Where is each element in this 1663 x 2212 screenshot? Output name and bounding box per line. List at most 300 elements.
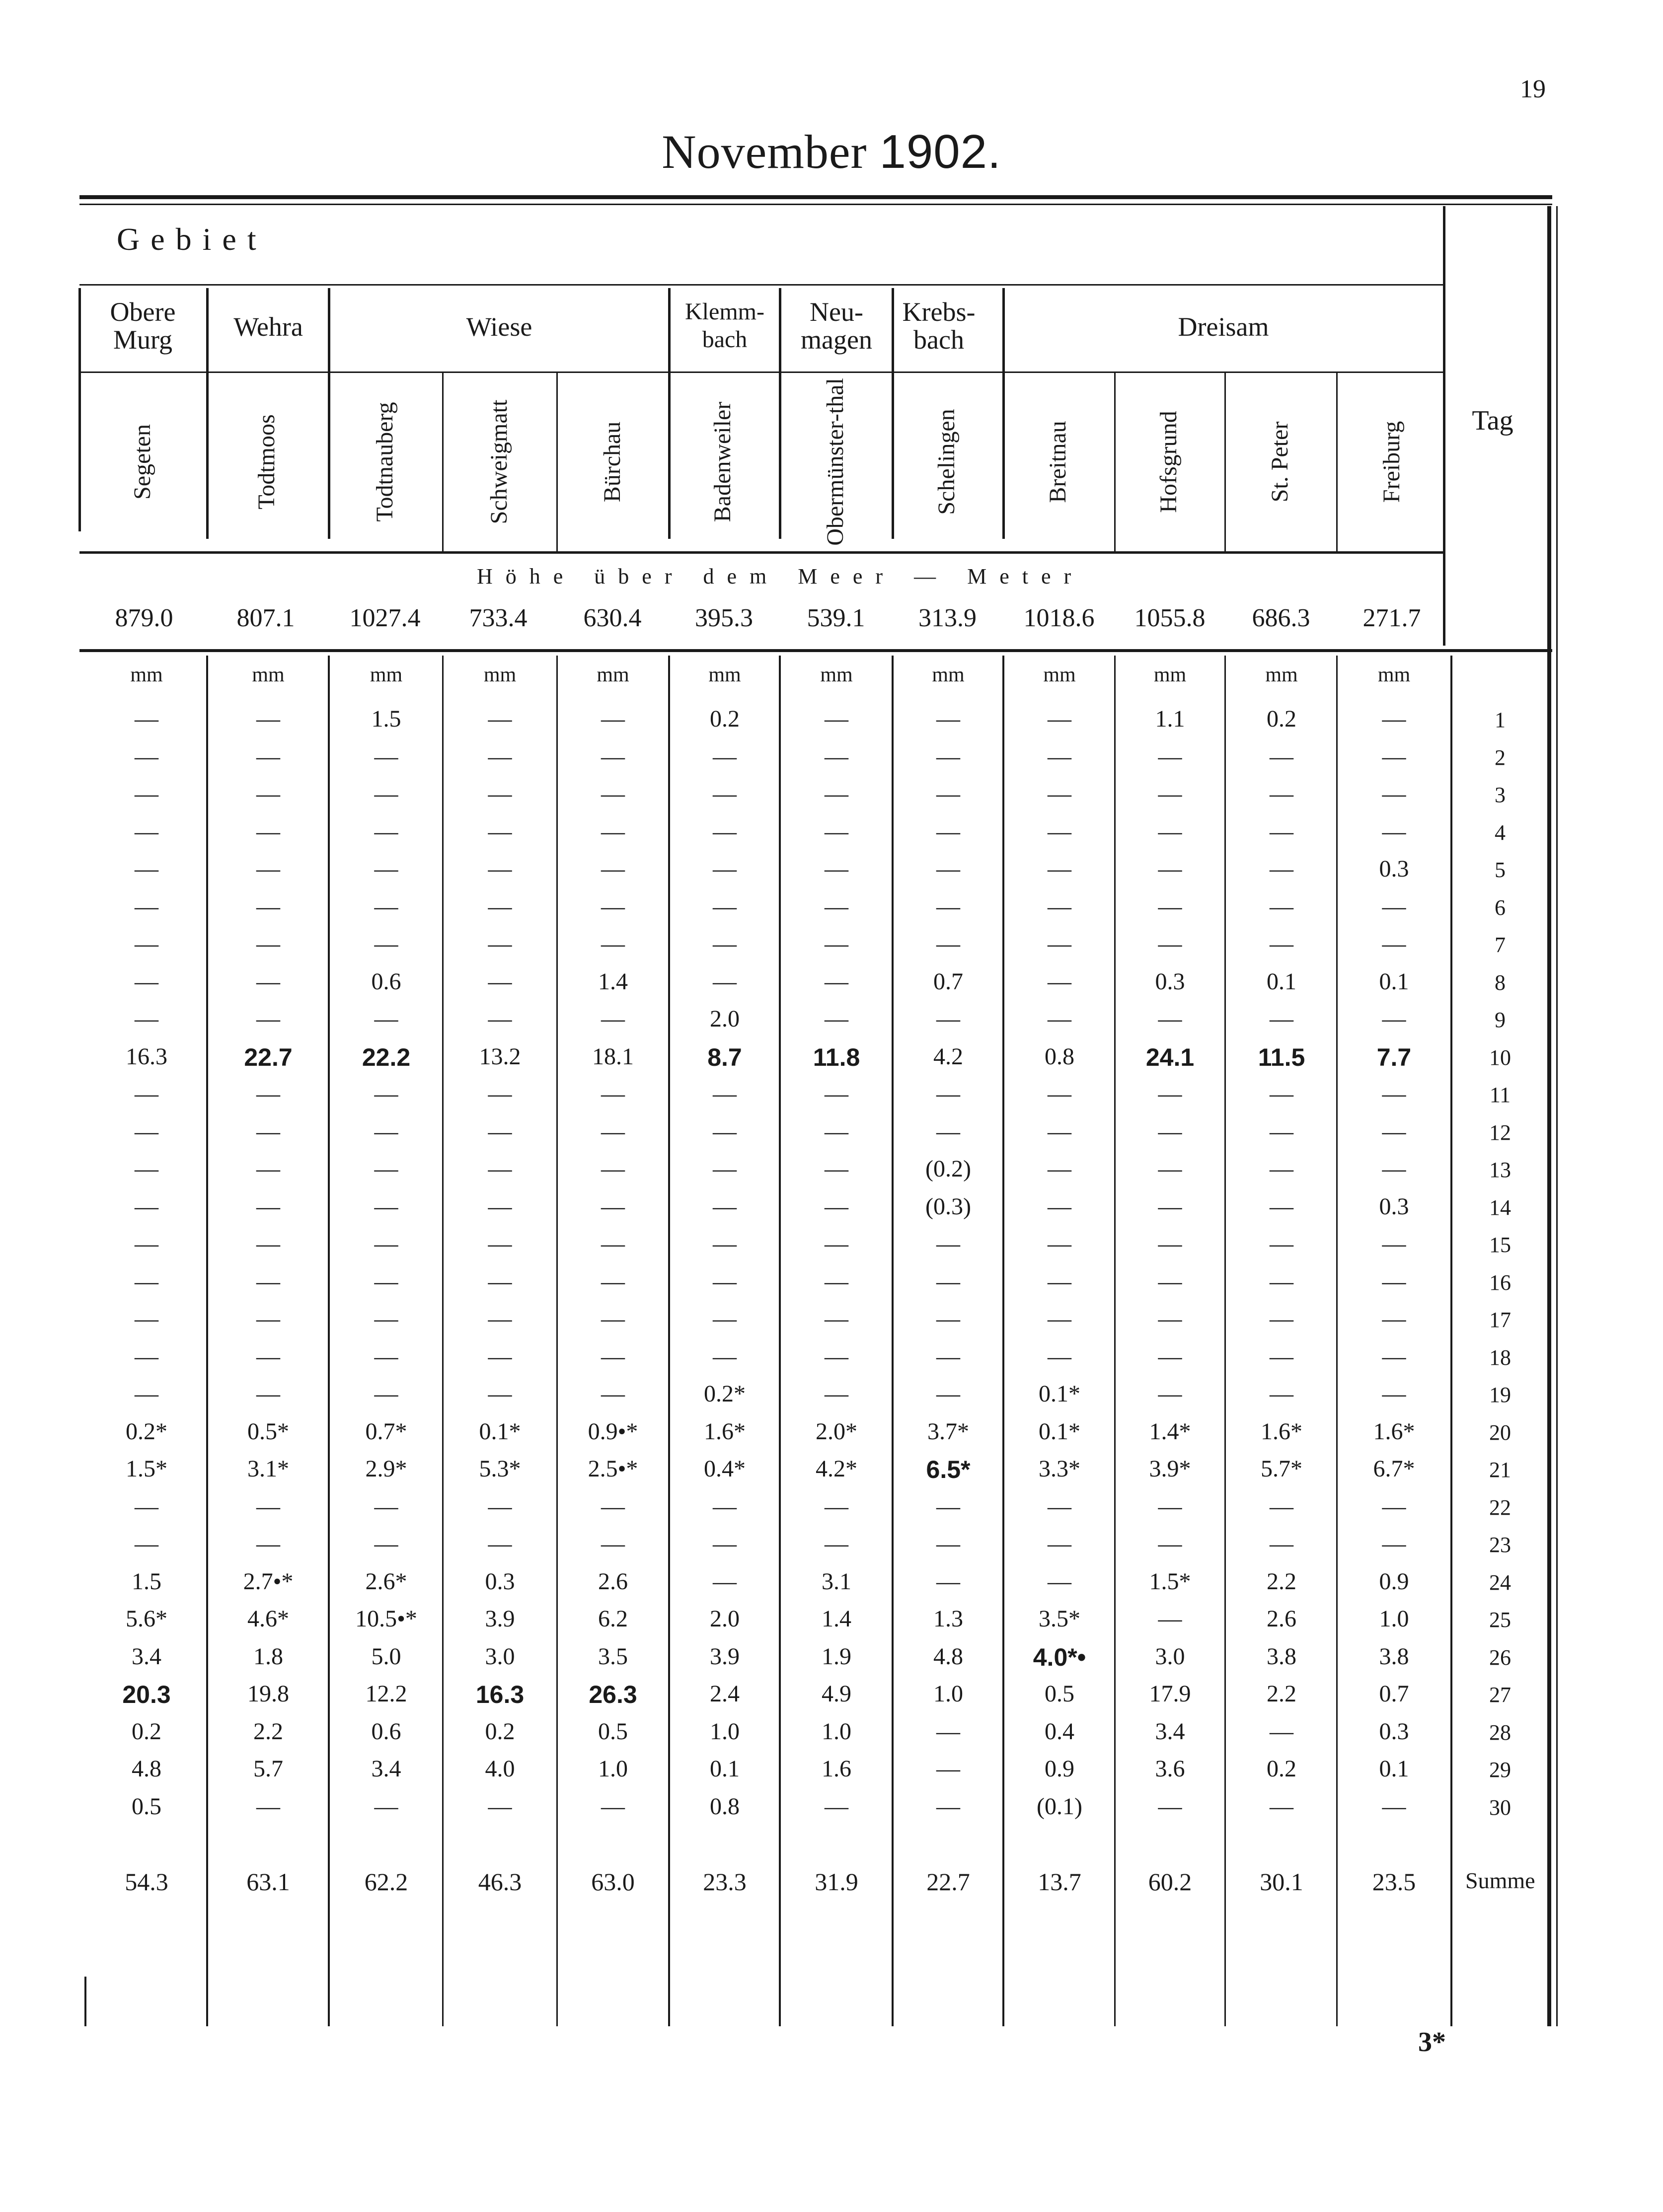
table-cell: 2.2 bbox=[1267, 1681, 1296, 1707]
table-cell: — bbox=[936, 781, 960, 807]
table-cell: — bbox=[488, 1268, 512, 1295]
table-cell: 1.5 bbox=[132, 1568, 161, 1595]
table-cell: — bbox=[135, 968, 158, 995]
header-bottom-rule bbox=[79, 551, 1443, 554]
table-cell: 7.7 bbox=[1376, 1043, 1412, 1071]
unit-label: mm bbox=[252, 664, 285, 686]
table-cell: — bbox=[1382, 1493, 1406, 1520]
elevation-value: 313.9 bbox=[918, 604, 977, 632]
table-cell: — bbox=[1382, 1006, 1406, 1032]
table-cell: — bbox=[1158, 1268, 1182, 1295]
unit-label: mm bbox=[1265, 664, 1298, 686]
table-cell: — bbox=[374, 1268, 398, 1295]
table-cell: — bbox=[713, 1568, 737, 1595]
area-obere-murg bbox=[79, 298, 206, 354]
table-cell: — bbox=[374, 1081, 398, 1107]
table-cell: — bbox=[1158, 1306, 1182, 1332]
table-cell: — bbox=[1270, 1306, 1293, 1332]
table-cell: — bbox=[713, 1531, 737, 1557]
station-badenweiler bbox=[698, 387, 748, 536]
day-number: 20 bbox=[1489, 1420, 1511, 1445]
table-cell: — bbox=[488, 706, 512, 732]
table-cell: — bbox=[825, 818, 848, 845]
day-number: 30 bbox=[1489, 1795, 1511, 1820]
table-cell: 3.7* bbox=[927, 1418, 969, 1445]
unit-label: mm bbox=[597, 664, 629, 686]
table-cell: — bbox=[256, 1381, 280, 1407]
station-label: Schelingen bbox=[933, 409, 960, 515]
table-cell: — bbox=[488, 781, 512, 807]
table-cell: — bbox=[256, 1343, 280, 1370]
station-freiburg bbox=[1367, 387, 1417, 536]
table-cell: 3.8 bbox=[1379, 1643, 1409, 1670]
table-cell: — bbox=[601, 743, 625, 770]
table-cell: — bbox=[601, 893, 625, 920]
dreisam-sub-divider bbox=[1336, 372, 1338, 551]
table-cell: — bbox=[601, 781, 625, 807]
sum-value: 23.3 bbox=[703, 1868, 747, 1896]
table-cell: — bbox=[601, 818, 625, 845]
table-cell: — bbox=[1270, 818, 1293, 845]
table-cell: 4.0*• bbox=[1033, 1643, 1086, 1671]
table-cell: 11.5 bbox=[1258, 1043, 1305, 1071]
area-rule bbox=[79, 284, 1443, 286]
table-cell: 6.5* bbox=[926, 1456, 971, 1483]
station-todtmoos bbox=[242, 387, 292, 536]
table-cell: 3.1 bbox=[822, 1568, 851, 1595]
station-label: Freiburg bbox=[1378, 421, 1405, 503]
unit-label: mm bbox=[1377, 664, 1411, 686]
table-cell: — bbox=[1158, 781, 1182, 807]
table-cell: — bbox=[936, 1343, 960, 1370]
table-cell: — bbox=[1048, 1343, 1071, 1370]
table-cell: — bbox=[1158, 893, 1182, 920]
day-number: 27 bbox=[1489, 1683, 1511, 1707]
table-cell: — bbox=[1382, 1231, 1406, 1257]
table-cell: — bbox=[488, 1118, 512, 1145]
table-cell: 0.3 bbox=[1155, 968, 1185, 995]
table-cell: — bbox=[601, 1793, 625, 1820]
table-cell: 0.8 bbox=[710, 1793, 740, 1820]
table-cell: 2.2 bbox=[253, 1718, 283, 1745]
table-cell: — bbox=[256, 1081, 280, 1107]
table-cell: — bbox=[256, 1793, 280, 1820]
sum-value: 31.9 bbox=[815, 1868, 858, 1896]
table-cell: — bbox=[1382, 1156, 1406, 1182]
sum-row-label: Summe bbox=[1465, 1868, 1535, 1893]
table-cell: 5.0 bbox=[371, 1643, 401, 1670]
station-label: St. Peter bbox=[1267, 421, 1293, 503]
table-cell: — bbox=[256, 1531, 280, 1557]
table-cell: — bbox=[825, 1156, 848, 1182]
table-cell: 3.9 bbox=[710, 1643, 740, 1670]
table-cell: — bbox=[1382, 1793, 1406, 1820]
signature-mark: 3* bbox=[1418, 2027, 1446, 2058]
table-cell: — bbox=[488, 818, 512, 845]
station-hofsgrund bbox=[1144, 387, 1194, 536]
table-cell: — bbox=[374, 818, 398, 845]
table-cell: — bbox=[256, 931, 280, 957]
station-label: Breitnau bbox=[1045, 421, 1071, 503]
table-cell: — bbox=[825, 1081, 848, 1107]
station-st-peter bbox=[1255, 387, 1305, 536]
page-title bbox=[0, 124, 1663, 179]
table-cell: — bbox=[713, 1306, 737, 1332]
table-cell: 1.3 bbox=[933, 1606, 963, 1632]
table-cell: 1.0 bbox=[598, 1756, 628, 1782]
data-column-line bbox=[1002, 656, 1004, 2026]
table-cell: 20.3 bbox=[122, 1681, 171, 1708]
table-cell: — bbox=[713, 818, 737, 845]
table-cell: — bbox=[713, 1156, 737, 1182]
table-cell: — bbox=[256, 1118, 280, 1145]
table-cell: 0.1 bbox=[710, 1756, 740, 1782]
table-cell: — bbox=[488, 1193, 512, 1220]
day-number: 7 bbox=[1495, 933, 1506, 957]
station-segeten bbox=[118, 387, 167, 536]
table-cell: 1.0 bbox=[710, 1718, 740, 1745]
table-cell: — bbox=[374, 893, 398, 920]
day-number: 16 bbox=[1489, 1270, 1511, 1295]
table-cell: — bbox=[825, 1231, 848, 1257]
table-cell: — bbox=[1048, 1493, 1071, 1520]
table-cell: 0.2 bbox=[710, 706, 740, 732]
station-breitnau bbox=[1033, 387, 1083, 536]
table-cell: — bbox=[936, 706, 960, 732]
table-cell: — bbox=[936, 856, 960, 882]
table-cell: — bbox=[1158, 1531, 1182, 1557]
table-right-border bbox=[1547, 206, 1551, 2026]
table-cell: — bbox=[936, 743, 960, 770]
table-cell: — bbox=[936, 1756, 960, 1782]
day-number: 12 bbox=[1489, 1120, 1511, 1145]
table-cell: — bbox=[1382, 1531, 1406, 1557]
table-cell: — bbox=[1048, 1081, 1071, 1107]
table-cell: — bbox=[374, 1231, 398, 1257]
table-cell: — bbox=[713, 931, 737, 957]
unit-label: mm bbox=[483, 664, 517, 686]
table-cell: 1.5* bbox=[126, 1456, 167, 1482]
dreisam-sub-divider bbox=[1224, 372, 1226, 551]
table-cell: 2.5•* bbox=[588, 1456, 638, 1482]
table-cell: — bbox=[713, 1193, 737, 1220]
table-cell: 5.7* bbox=[1261, 1456, 1302, 1482]
table-cell: — bbox=[1382, 1381, 1406, 1407]
table-cell: 1.1 bbox=[1155, 706, 1185, 732]
table-cell: 3.0 bbox=[485, 1643, 515, 1670]
day-number: 14 bbox=[1489, 1195, 1511, 1220]
table-cell: — bbox=[488, 1531, 512, 1557]
table-cell: 16.3 bbox=[126, 1043, 167, 1070]
day-number: 13 bbox=[1489, 1158, 1511, 1182]
table-cell: — bbox=[1382, 1081, 1406, 1107]
sum-value: 30.1 bbox=[1260, 1868, 1303, 1896]
table-cell: 0.7* bbox=[365, 1418, 407, 1445]
table-cell: — bbox=[713, 1343, 737, 1370]
day-number: 1 bbox=[1495, 708, 1506, 732]
table-cell: — bbox=[936, 1381, 960, 1407]
elevation-value: 807.1 bbox=[236, 604, 295, 632]
station-label: Bürchau bbox=[599, 421, 625, 503]
unit-label: mm bbox=[130, 664, 163, 686]
table-cell: 0.1* bbox=[479, 1418, 521, 1445]
day-number: 15 bbox=[1489, 1233, 1511, 1257]
data-column-line bbox=[1450, 656, 1452, 2026]
table-cell: 1.4* bbox=[1149, 1418, 1191, 1445]
table-cell: — bbox=[1382, 1306, 1406, 1332]
table-cell: — bbox=[488, 1793, 512, 1820]
data-column-line bbox=[668, 656, 670, 2026]
data-column-line bbox=[206, 656, 208, 2026]
area-line: bach bbox=[913, 325, 964, 355]
table-cell: — bbox=[601, 1531, 625, 1557]
area-line: bach bbox=[702, 326, 748, 353]
table-cell: — bbox=[135, 1118, 158, 1145]
table-cell: 19.8 bbox=[247, 1681, 289, 1707]
table-cell: — bbox=[1382, 818, 1406, 845]
table-cell: — bbox=[488, 1081, 512, 1107]
elevation-value: 539.1 bbox=[807, 604, 865, 632]
table-cell: 10.5•* bbox=[355, 1606, 417, 1632]
unit-label: mm bbox=[708, 664, 741, 686]
table-cell: 3.6 bbox=[1155, 1756, 1185, 1782]
table-cell: — bbox=[256, 743, 280, 770]
elevation-value: 395.3 bbox=[695, 604, 753, 632]
data-column-line bbox=[328, 656, 330, 2026]
table-cell: — bbox=[374, 1118, 398, 1145]
table-cell: 1.4 bbox=[598, 968, 628, 995]
table-cell: 5.7 bbox=[253, 1756, 283, 1782]
table-cell: — bbox=[256, 1156, 280, 1182]
data-column-line bbox=[779, 656, 781, 2026]
day-number: 29 bbox=[1489, 1758, 1511, 1782]
table-cell: — bbox=[713, 1231, 737, 1257]
table-cell: — bbox=[936, 1493, 960, 1520]
table-cell: — bbox=[936, 818, 960, 845]
table-cell: — bbox=[1158, 1343, 1182, 1370]
table-cell: — bbox=[936, 1081, 960, 1107]
table-cell: — bbox=[825, 1118, 848, 1145]
table-cell: — bbox=[1158, 1231, 1182, 1257]
table-cell: — bbox=[1158, 1156, 1182, 1182]
table-cell: — bbox=[488, 931, 512, 957]
table-cell: — bbox=[374, 781, 398, 807]
table-cell: — bbox=[713, 968, 737, 995]
table-cell: 16.3 bbox=[475, 1681, 525, 1708]
sum-value: 63.1 bbox=[246, 1868, 290, 1896]
table-cell: — bbox=[135, 818, 158, 845]
table-cell: — bbox=[1382, 781, 1406, 807]
table-cell: — bbox=[825, 1343, 848, 1370]
table-cell: — bbox=[1158, 931, 1182, 957]
station-schweigmatt bbox=[474, 387, 524, 536]
area-line: Dreisam bbox=[1178, 312, 1269, 342]
table-cell: — bbox=[256, 856, 280, 882]
table-cell: 6.7* bbox=[1373, 1456, 1415, 1482]
station-buerchau bbox=[588, 387, 637, 536]
table-cell: — bbox=[1270, 856, 1293, 882]
dreisam-sub-divider bbox=[1114, 372, 1116, 551]
table-cell: — bbox=[825, 781, 848, 807]
table-cell: — bbox=[1048, 1231, 1071, 1257]
table-cell: — bbox=[488, 1231, 512, 1257]
table-cell: — bbox=[135, 1493, 158, 1520]
table-cell: 18.1 bbox=[592, 1043, 634, 1070]
table-cell: — bbox=[374, 1493, 398, 1520]
table-cell: — bbox=[1382, 1268, 1406, 1295]
table-cell: — bbox=[488, 856, 512, 882]
sum-value: 46.3 bbox=[478, 1868, 522, 1896]
table-cell: — bbox=[1048, 1306, 1071, 1332]
table-cell: 3.9* bbox=[1149, 1456, 1191, 1482]
table-cell: 2.0 bbox=[710, 1606, 740, 1632]
table-cell: — bbox=[135, 781, 158, 807]
table-cell: 1.6 bbox=[822, 1756, 851, 1782]
table-cell: — bbox=[601, 1081, 625, 1107]
table-cell: — bbox=[1048, 1118, 1071, 1145]
table-cell: — bbox=[825, 1193, 848, 1220]
table-cell: 3.1* bbox=[247, 1456, 289, 1482]
table-cell: — bbox=[256, 1193, 280, 1220]
table-cell: — bbox=[1158, 1193, 1182, 1220]
table-cell: 1.5 bbox=[371, 706, 401, 732]
table-cell: — bbox=[1382, 1118, 1406, 1145]
table-cell: — bbox=[1158, 1493, 1182, 1520]
table-cell: — bbox=[1158, 1793, 1182, 1820]
table-cell: 2.6* bbox=[365, 1568, 407, 1595]
table-cell: — bbox=[601, 706, 625, 732]
table-cell: — bbox=[825, 1268, 848, 1295]
table-cell: — bbox=[936, 1568, 960, 1595]
table-cell: 4.0 bbox=[485, 1756, 515, 1782]
table-cell: 3.3* bbox=[1039, 1456, 1080, 1482]
table-cell: — bbox=[1270, 1793, 1293, 1820]
table-cell: — bbox=[1048, 781, 1071, 807]
table-cell: — bbox=[825, 1006, 848, 1032]
table-cell: 1.9 bbox=[822, 1643, 851, 1670]
area-line: Krebs- bbox=[902, 297, 976, 327]
table-cell: — bbox=[601, 1381, 625, 1407]
table-cell: — bbox=[1270, 1193, 1293, 1220]
table-cell: — bbox=[135, 1306, 158, 1332]
table-cell: — bbox=[1048, 931, 1071, 957]
table-cell: — bbox=[488, 1343, 512, 1370]
table-cell: — bbox=[256, 1493, 280, 1520]
table-cell: — bbox=[135, 1381, 158, 1407]
table-cell: 1.6* bbox=[704, 1418, 746, 1445]
elevation-value: 1027.4 bbox=[349, 604, 421, 632]
table-cell: — bbox=[374, 1006, 398, 1032]
table-cell: — bbox=[256, 1268, 280, 1295]
table-cell: — bbox=[135, 931, 158, 957]
table-cell: — bbox=[825, 893, 848, 920]
elevation-value: 1055.8 bbox=[1134, 604, 1206, 632]
table-cell: — bbox=[601, 1306, 625, 1332]
title-year: 1902. bbox=[879, 125, 1001, 178]
sum-value: 22.7 bbox=[926, 1868, 970, 1896]
table-cell: 26.3 bbox=[589, 1681, 637, 1708]
table-cell: — bbox=[825, 1306, 848, 1332]
elevation-value: 733.4 bbox=[469, 604, 528, 632]
unit-label: mm bbox=[820, 664, 853, 686]
table-cell: — bbox=[1270, 1718, 1293, 1745]
table-cell: — bbox=[135, 1231, 158, 1257]
day-column-heading: Tag bbox=[1472, 405, 1513, 436]
table-cell: 4.2* bbox=[816, 1456, 857, 1482]
table-cell: — bbox=[825, 1493, 848, 1520]
page-number: 19 bbox=[1520, 75, 1546, 103]
table-cell: 1.6* bbox=[1373, 1418, 1415, 1445]
day-number: 6 bbox=[1495, 895, 1506, 920]
table-cell: — bbox=[374, 743, 398, 770]
table-cell: — bbox=[256, 1231, 280, 1257]
table-cell: 0.5 bbox=[598, 1718, 628, 1745]
table-cell: 4.8 bbox=[132, 1756, 161, 1782]
table-cell: — bbox=[601, 931, 625, 957]
table-cell: — bbox=[936, 1531, 960, 1557]
elevation-value: 686.3 bbox=[1252, 604, 1310, 632]
table-cell: — bbox=[1158, 856, 1182, 882]
table-cell: — bbox=[135, 706, 158, 732]
elevation-value: 271.7 bbox=[1362, 604, 1421, 632]
area-line: Wiese bbox=[466, 312, 532, 342]
table-cell: 1.0 bbox=[822, 1718, 851, 1745]
table-cell: (0.3) bbox=[925, 1193, 971, 1220]
table-cell: — bbox=[1048, 1268, 1071, 1295]
table-cell: 3.4 bbox=[371, 1756, 401, 1782]
area-krebsbach bbox=[894, 298, 983, 354]
day-number: 10 bbox=[1489, 1045, 1511, 1070]
table-cell: 3.5 bbox=[598, 1643, 628, 1670]
table-cell: — bbox=[488, 1306, 512, 1332]
table-cell: 0.2* bbox=[126, 1418, 167, 1445]
day-number: 18 bbox=[1489, 1345, 1511, 1370]
table-cell: — bbox=[374, 1381, 398, 1407]
table-cell: — bbox=[256, 818, 280, 845]
table-cell: — bbox=[256, 706, 280, 732]
table-cell: — bbox=[374, 856, 398, 882]
day-number: 21 bbox=[1489, 1458, 1511, 1482]
table-cell: 2.6 bbox=[1267, 1606, 1296, 1632]
table-cell: — bbox=[374, 1343, 398, 1370]
table-cell: — bbox=[713, 1268, 737, 1295]
table-cell: — bbox=[256, 893, 280, 920]
table-cell: 1.6* bbox=[1261, 1418, 1302, 1445]
table-cell: — bbox=[135, 1156, 158, 1182]
table-cell: 0.1* bbox=[1039, 1381, 1080, 1407]
table-cell: — bbox=[601, 1118, 625, 1145]
table-cell: 2.0 bbox=[710, 1006, 740, 1032]
area-line: Murg bbox=[113, 325, 173, 355]
table-cell: 0.5* bbox=[247, 1418, 289, 1445]
table-cell: — bbox=[601, 1156, 625, 1182]
table-cell: — bbox=[1158, 818, 1182, 845]
table-cell: — bbox=[135, 1268, 158, 1295]
table-cell: — bbox=[1270, 1006, 1293, 1032]
table-cell: — bbox=[1270, 1268, 1293, 1295]
table-cell: 0.2* bbox=[704, 1381, 746, 1407]
table-cell: — bbox=[713, 1118, 737, 1145]
table-cell: 8.7 bbox=[707, 1043, 742, 1071]
table-cell: — bbox=[1048, 1006, 1071, 1032]
table-cell: 0.1 bbox=[1379, 968, 1409, 995]
table-cell: — bbox=[1048, 893, 1071, 920]
table-cell: — bbox=[374, 1193, 398, 1220]
table-cell: — bbox=[135, 893, 158, 920]
table-cell: — bbox=[825, 706, 848, 732]
table-cell: — bbox=[488, 1493, 512, 1520]
day-number: 3 bbox=[1495, 783, 1506, 807]
